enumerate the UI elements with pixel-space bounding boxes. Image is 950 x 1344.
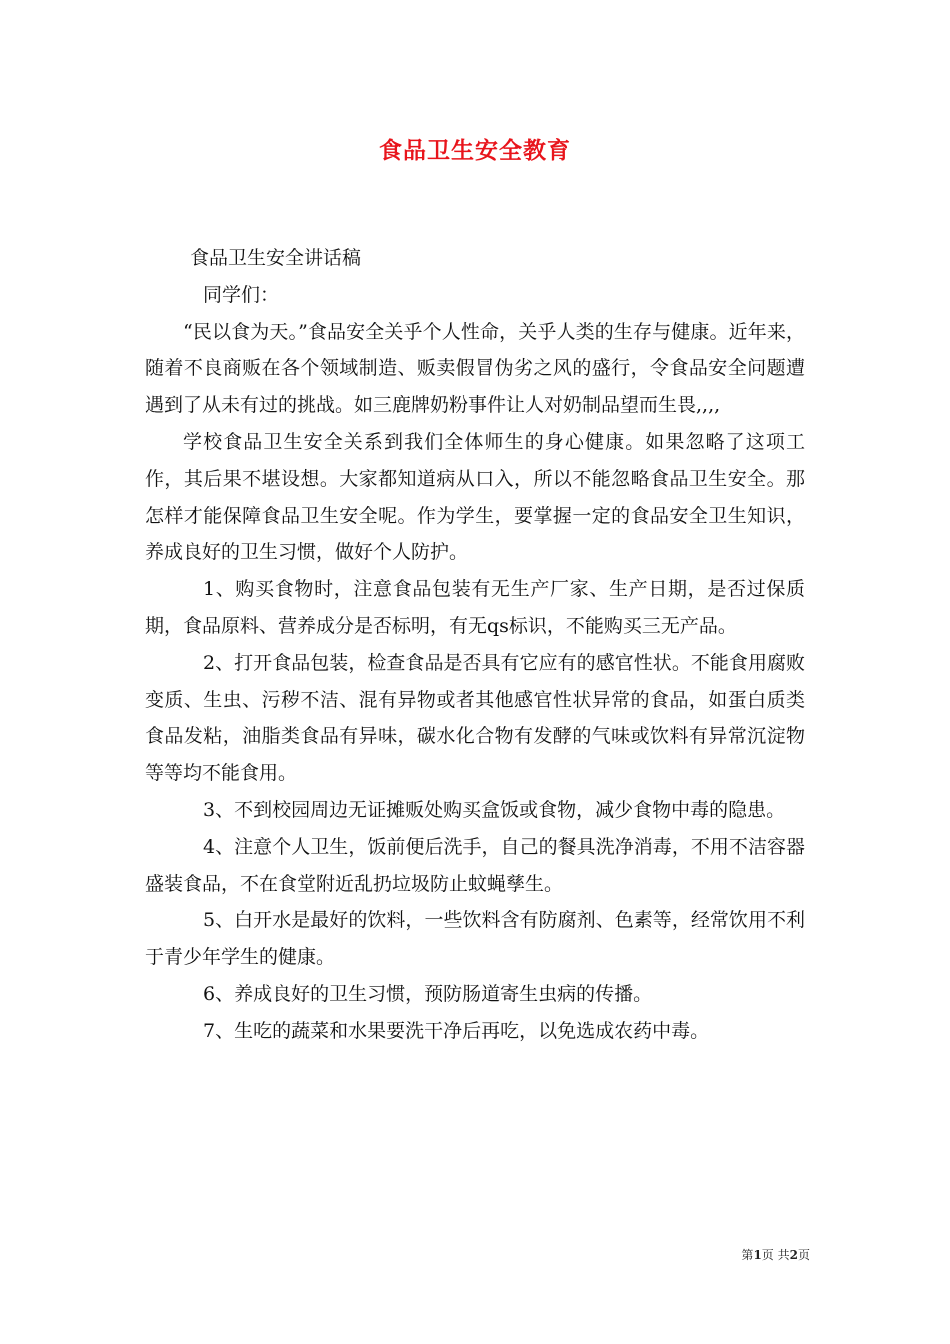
total-pages: 2 <box>789 1248 798 1262</box>
paragraph-item-1: 1、购买食物时，注意食品包装有无生产厂家、生产日期，是否过保质期，食品原料、营养成分是否标明，有无qs标识，不能购买三无产品。 <box>145 578 805 637</box>
paragraph-item-2: 2、打开食品包装，检查食品是否具有它应有的感官性状。不能食用腐败变质、生虫、污秽不洁、混有异物或者其他感官性状异常的食品，如蛋白质类食品发粘，油脂类食品有异味，碳水化合物有发酵的气味或饮料有异常沉淀物等等均不能食用。 <box>145 651 805 785</box>
paragraph-intro: “民以食为天。”食品安全关乎个人性命，关乎人类的生存与健康。近年来，随着不良商贩在各个领域制造、贩卖假冒伪劣之风的盛行，令食品安全问题遭遇到了从未有过的挑战。如三鹿牌奶粉事件让人对奶制品望而生畏,,,, <box>145 320 805 417</box>
document-title: 食品卫生安全教育 <box>379 137 571 164</box>
page-number <box>700 1246 810 1263</box>
paragraph-item-3: 3、不到校园周边无证摊贩处购买盒饭或食物，减少食物中毒的隐患。 <box>203 798 786 821</box>
page-suffix: 页 <box>797 1248 810 1262</box>
document-body <box>145 240 805 1050</box>
page-middle: 页 共 <box>761 1248 790 1262</box>
salutation: 同学们： <box>203 283 280 306</box>
current-page: 1 <box>753 1248 762 1262</box>
paragraph-item-4: 4、注意个人卫生，饭前便后洗手，自己的餐具洗净消毒，不用不洁容器盛装食品，不在食堂附近乱扔垃圾防止蚊蝇孳生。 <box>145 835 805 895</box>
page-prefix: 第 <box>741 1248 754 1262</box>
paragraph-item-7: 7、生吃的蔬菜和水果要洗干净后再吃，以免选成农药中毒。 <box>203 1019 710 1042</box>
paragraph-item-6: 6、养成良好的卫生习惯，预防肠道寄生虫病的传播。 <box>203 982 653 1005</box>
paragraph-item-5: 5、白开水是最好的饮料，一些饮料含有防腐剂、色素等，经常饮用不利于青少年学生的健康。 <box>145 909 805 969</box>
document-subtitle: 食品卫生安全讲话稿 <box>190 247 362 269</box>
paragraph-school-safety: 学校食品卫生安全关系到我们全体师生的身心健康。如果忽略了这项工作，其后果不堪设想。大家都知道病从口入，所以不能忽略食品卫生安全。那怎样才能保障食品卫生安全呢。作为学生，要掌握一定的食品安全卫生知识，养成良好的卫生习惯，做好个人防护。 <box>145 430 805 564</box>
